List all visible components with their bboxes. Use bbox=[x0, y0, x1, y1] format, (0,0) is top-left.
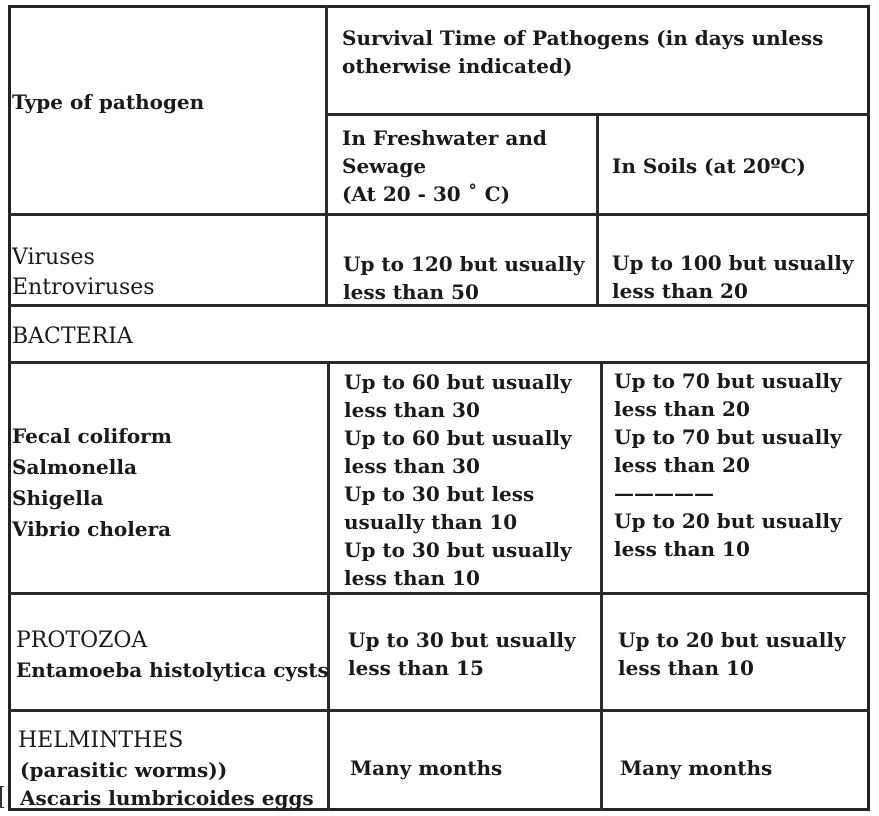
rule-col2-header bbox=[596, 115, 599, 304]
row-helminthes-freshwater: Many months bbox=[350, 756, 503, 780]
rule-col1-b bbox=[327, 362, 330, 811]
header-soils: In Soils (at 20ºC) bbox=[612, 154, 806, 178]
row-bacteria-freshwater: Up to 60 but usually less than 30 Up to 60 but usually less than 30 Up to 30 but less usually than 10 Up to 30 but usually less than 10 bbox=[344, 370, 572, 590]
rule-col2-b bbox=[600, 362, 603, 811]
header-type-of-pathogen: Type of pathogen bbox=[12, 90, 205, 114]
row-viruses-soils: Up to 100 but usually less than 20 bbox=[612, 251, 854, 303]
rule-bacteria-bottom bbox=[8, 361, 870, 364]
header-freshwater: In Freshwater and Sewage (At 20 - 30 ˚ C) bbox=[342, 126, 547, 206]
row-helminthes-soils: Many months bbox=[620, 756, 773, 780]
section-bacteria: BACTERIA bbox=[12, 324, 133, 349]
row-protozoa-soils: Up to 20 but usually less than 10 bbox=[618, 628, 846, 680]
row-protozoa-heading: PROTOZOA bbox=[16, 628, 148, 653]
header-survival-time: Survival Time of Pathogens (in days unless otherwise indicated) bbox=[342, 26, 824, 78]
row-bacteria-soils: Up to 70 but usually less than 20 Up to 70 but usually less than 20 ————— Up to 20 but usually less than 10 bbox=[614, 369, 842, 561]
scan-edge-mark bbox=[0, 786, 4, 808]
row-bacteria-type: Fecal coliform Salmonella Shigella Vibrio cholera bbox=[12, 424, 172, 541]
row-protozoa-type: Entamoeba histolytica cysts bbox=[16, 658, 329, 682]
rule-col1 bbox=[325, 5, 328, 304]
row-protozoa-freshwater: Up to 30 but usually less than 15 bbox=[348, 628, 576, 680]
row-helminthes-type: (parasitic worms)) Ascaris lumbricoides eggs bbox=[20, 758, 314, 810]
row-viruses-type: Viruses Entroviruses bbox=[12, 245, 155, 300]
rule-bacteria-rows-bottom bbox=[8, 592, 870, 595]
row-helminthes-heading: HELMINTHES bbox=[18, 728, 184, 753]
rule-header-bottom bbox=[8, 213, 870, 216]
rule-protozoa-bottom bbox=[8, 709, 870, 712]
row-viruses-freshwater: Up to 120 but usually less than 50 bbox=[343, 252, 585, 304]
